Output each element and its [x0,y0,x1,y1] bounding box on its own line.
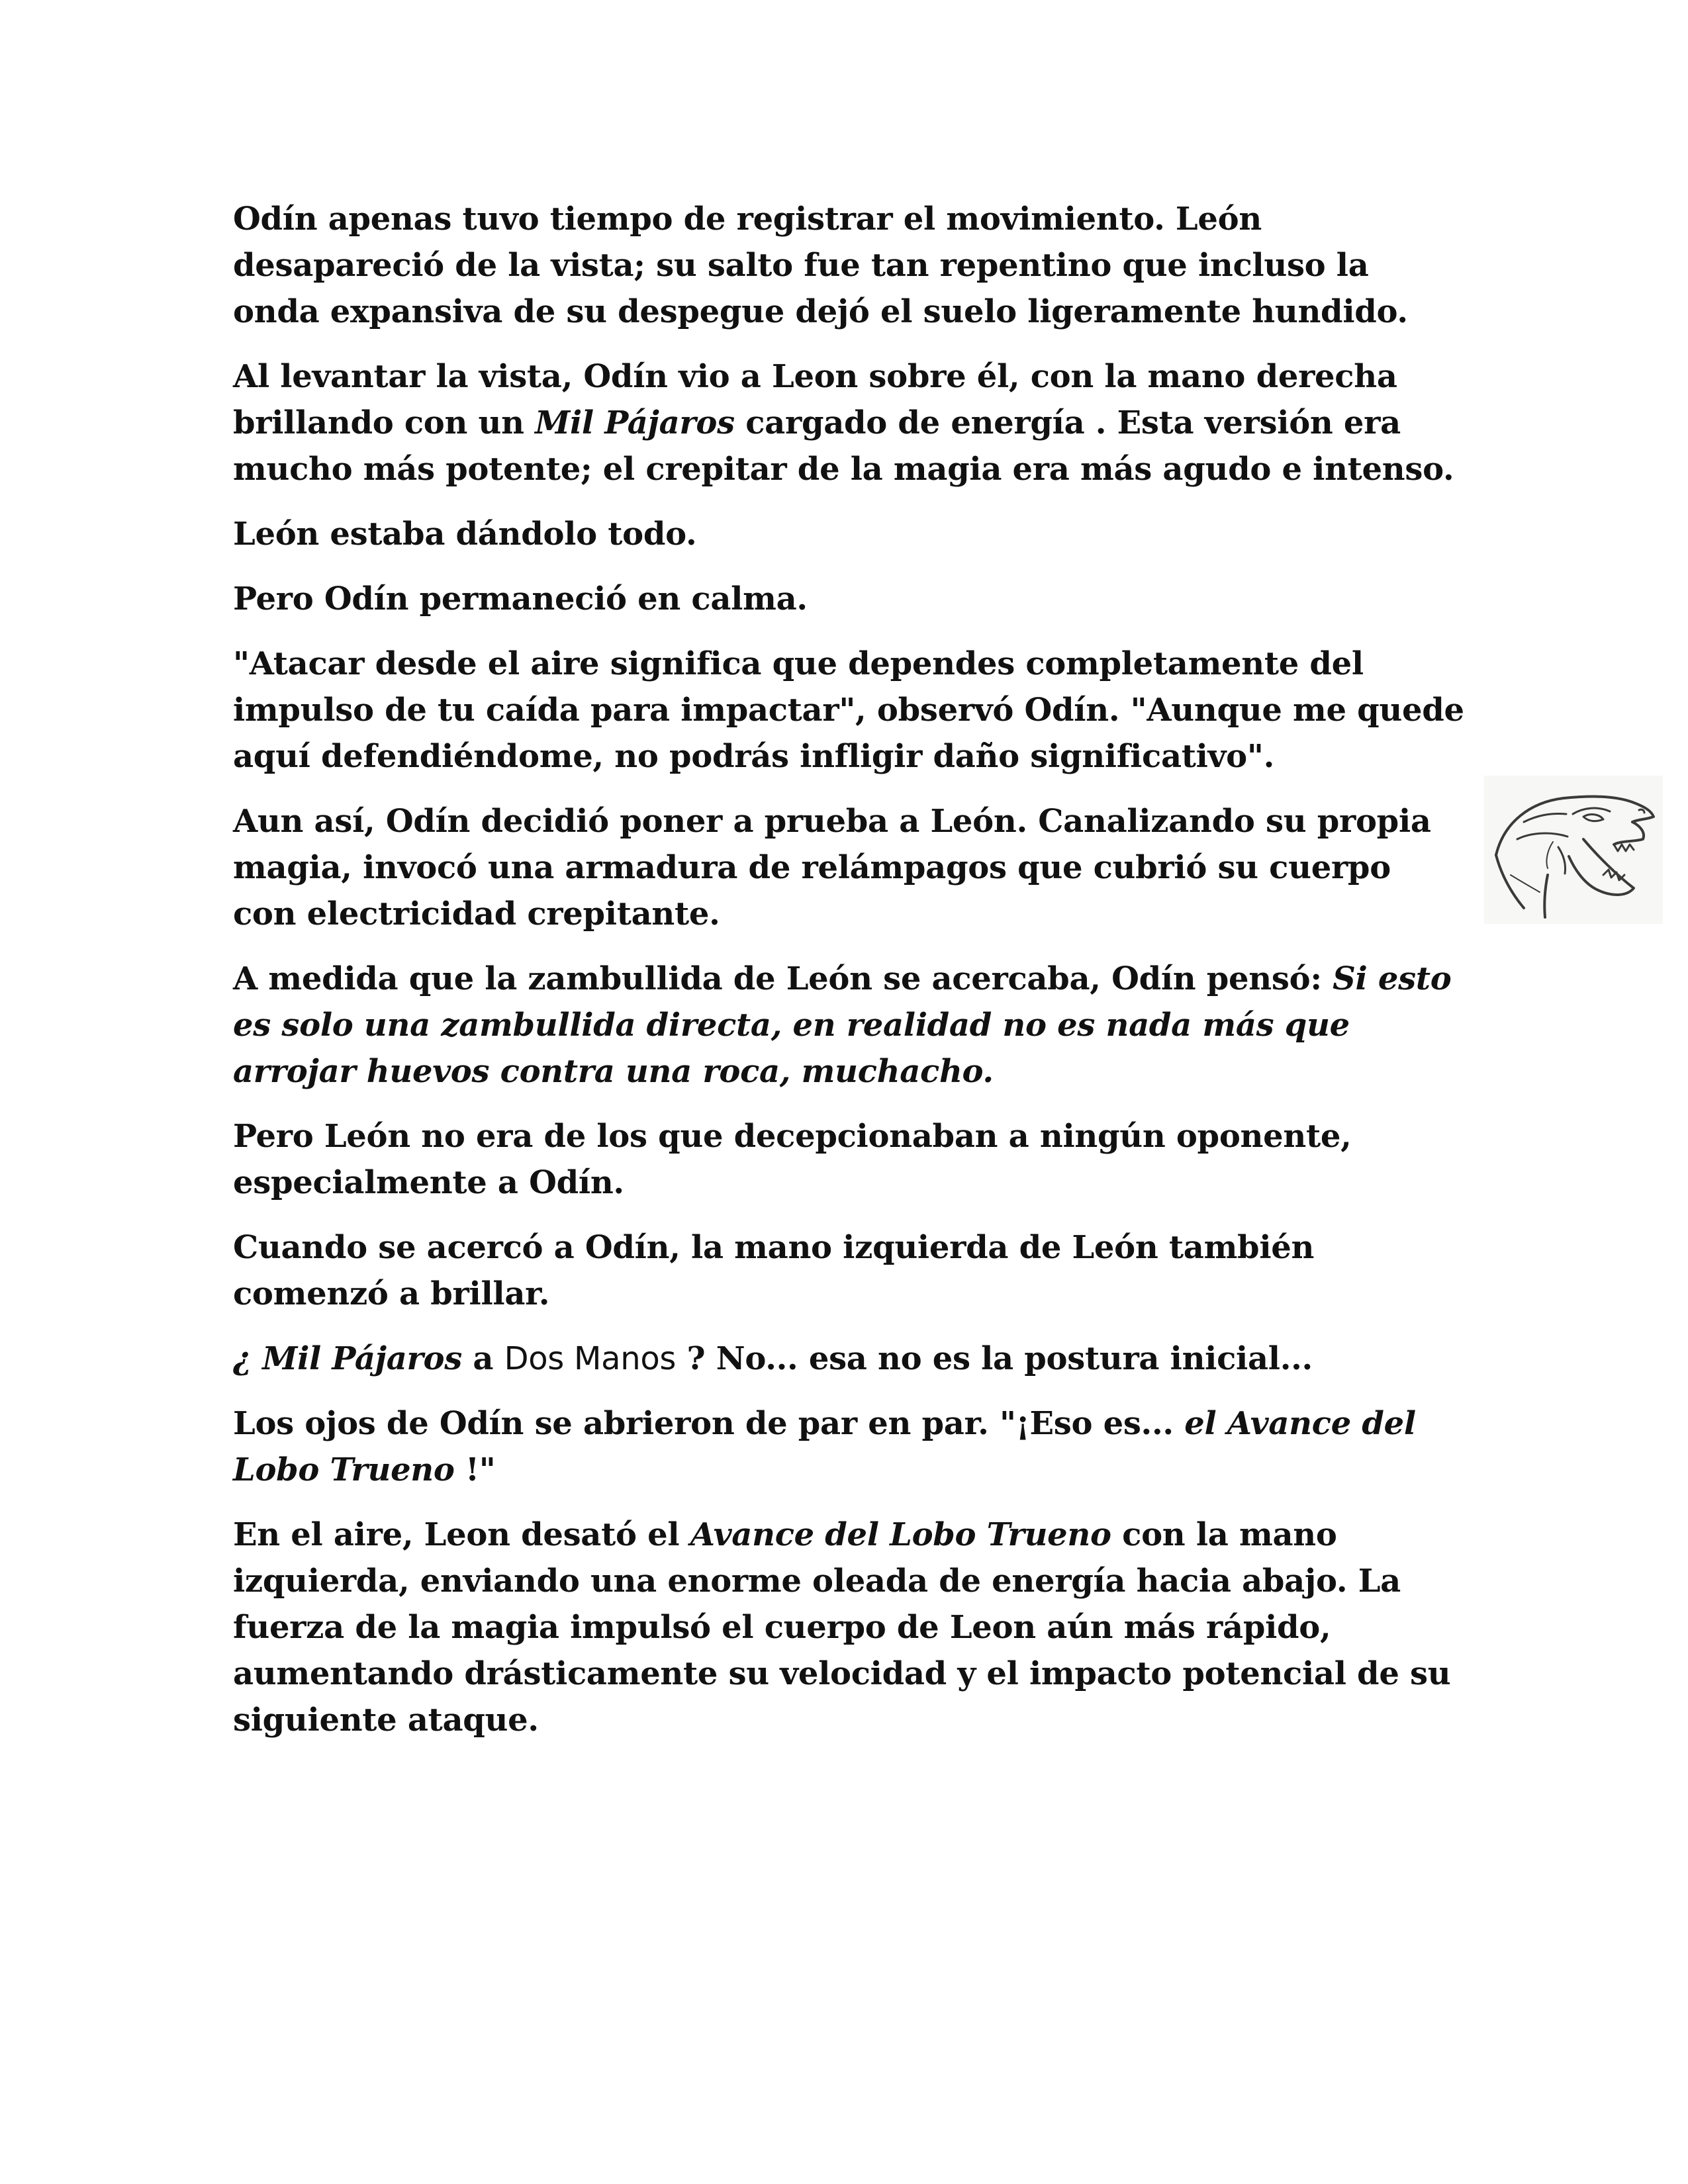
text-segment: Si esto es solo una zambullida directa, en realidad no es nada más que arrojar huevos contra una roca, muchacho. [233,960,1452,1090]
text-segment: Cuando se acercó a Odín, la mano izquierda de León también comenzó a brillar. [233,1229,1315,1312]
text-segment: Mil Pájaros [535,404,735,441]
text-segment: el Avance del Lobo Trueno [233,1405,1416,1488]
text-segment: !" [454,1451,496,1488]
paragraph-8 [233,1113,1464,1206]
paragraph-7 [233,956,1464,1095]
text-segment: Al levantar la vista, Odín vio a Leon sobre él, con la mano derecha brillando con un [233,358,1397,441]
text-segment: Odín apenas tuvo tiempo de registrar el movimiento. León desapareció de la vista; su salto fue tan repentino que incluso la onda expansiva de su despegue dejó el suelo ligeramente hundido. [233,201,1408,330]
text-segment: Pero León no era de los que decepcionaban a ningún oponente, especialmente a Odín. [233,1118,1352,1201]
text-segment: ? No... esa no es la postura inicial... [676,1340,1313,1377]
paragraph-12 [233,1512,1464,1743]
paragraph-3 [233,511,1464,557]
story-text [233,196,1464,1762]
text-segment: En el aire, Leon desató el [233,1516,690,1553]
paragraph-10 [233,1336,1464,1382]
text-segment: Avance del Lobo Trueno [690,1516,1111,1553]
paragraph-6 [233,798,1464,937]
paragraph-1 [233,196,1464,335]
text-segment: con la mano izquierda, enviando una enorme oleada de energía hacia abajo. La fuerza de la magia impulsó el cuerpo de Leon aún más rápido, aumentando drásticamente su velocidad y el impacto potencial de su siguiente ataque. [233,1516,1451,1739]
text-segment: A medida que la zambullida de León se acercaba, Odín pensó: [233,960,1333,997]
text-segment: Los ojos de Odín se abrieron de par en par. "¡Eso es... [233,1405,1185,1442]
paragraph-9 [233,1224,1464,1317]
text-segment: León estaba dándolo todo. [233,516,697,553]
text-segment: "Atacar desde el aire significa que dependes completamente del impulso de tu caída para impactar", observó Odín. "Aunque me quede aquí defendiéndome, no podrás infligir daño significativo". [233,645,1464,775]
paragraph-5 [233,641,1464,780]
text-segment: a [461,1340,504,1377]
text-segment: Aun así, Odín decidió poner a prueba a León. Canalizando su propia magia, invocó una armadura de relámpagos que cubrió su cuerpo con electricidad crepitante. [233,803,1431,933]
text-segment: cargado de energía . Esta versión era mucho más potente; el crepitar de la magia era más agudo e intenso. [233,404,1454,488]
dinosaur-sketch-icon [1484,776,1663,924]
paragraph-2 [233,353,1464,492]
text-segment: ¿ Mil Pájaros [233,1340,462,1377]
paragraph-11 [233,1400,1464,1493]
text-segment: Pero Odín permaneció en calma. [233,580,808,617]
text-segment: Dos Manos [504,1340,677,1377]
paragraph-4 [233,576,1464,622]
